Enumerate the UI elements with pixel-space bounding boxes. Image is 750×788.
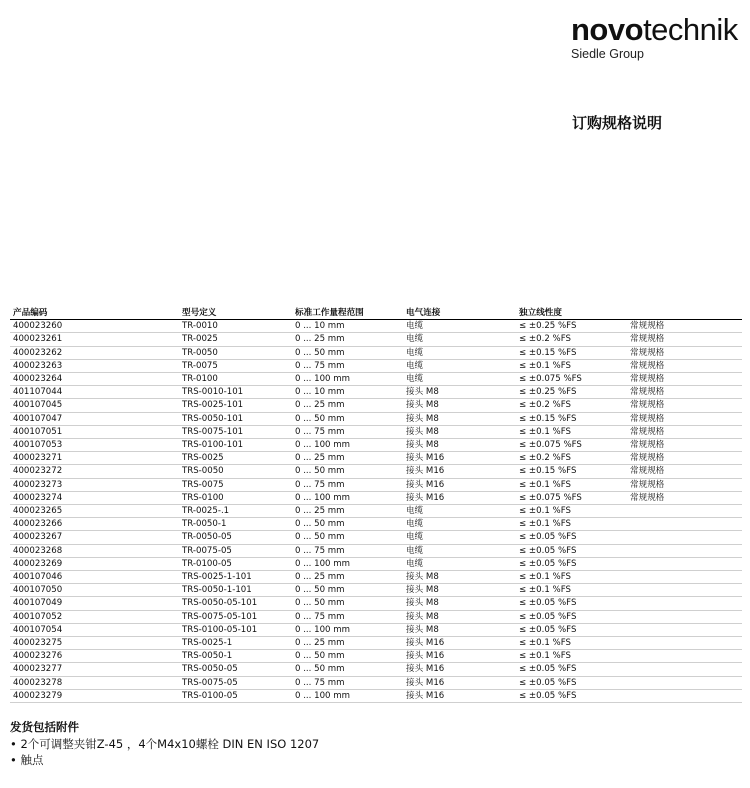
table-cell: TR-0050-05 — [179, 531, 292, 544]
table-cell: 0 ... 100 mm — [292, 491, 403, 504]
table-cell: 接头 M16 — [403, 663, 516, 676]
table-cell: 接头 M16 — [403, 637, 516, 650]
table-cell: TRS-0100-05-101 — [179, 623, 292, 636]
table-cell: 0 ... 25 mm — [292, 637, 403, 650]
table-cell: ≤ ±0.1 %FS — [516, 650, 627, 663]
table-row — [10, 571, 742, 584]
table-cell: ≤ ±0.075 %FS — [516, 373, 627, 386]
table-cell: 0 ... 75 mm — [292, 359, 403, 372]
table-cell: 常规规格 — [627, 359, 742, 372]
table-row — [10, 610, 742, 623]
table-cell: 400107052 — [10, 610, 179, 623]
table-row — [10, 320, 742, 333]
table-cell: 0 ... 75 mm — [292, 676, 403, 689]
table-cell: 电缆 — [403, 333, 516, 346]
table-cell: 常规规格 — [627, 412, 742, 425]
table-cell: 接头 M16 — [403, 650, 516, 663]
table-row — [10, 333, 742, 346]
table-cell: 电缆 — [403, 505, 516, 518]
table-cell: TRS-0075-05 — [179, 676, 292, 689]
table-row — [10, 465, 742, 478]
table-cell: 400023261 — [10, 333, 179, 346]
table-cell: 接头 M16 — [403, 676, 516, 689]
table-cell: TRS-0050-05 — [179, 663, 292, 676]
table-cell: 400107053 — [10, 439, 179, 452]
table-cell: ≤ ±0.1 %FS — [516, 571, 627, 584]
table-cell: TRS-0050-1 — [179, 650, 292, 663]
table-cell: TR-0100-05 — [179, 557, 292, 570]
table-cell: 0 ... 50 mm — [292, 663, 403, 676]
table-cell: 0 ... 10 mm — [292, 320, 403, 333]
table-cell: 400023262 — [10, 346, 179, 359]
table-cell: 400023272 — [10, 465, 179, 478]
table-cell — [627, 544, 742, 557]
table-cell — [627, 689, 742, 702]
table-cell: 0 ... 75 mm — [292, 425, 403, 438]
table-cell: 400023269 — [10, 557, 179, 570]
table-cell: 0 ... 50 mm — [292, 518, 403, 531]
table-cell: 400023266 — [10, 518, 179, 531]
table-row — [10, 676, 742, 689]
table-cell: 0 ... 25 mm — [292, 505, 403, 518]
table-cell: 接头 M16 — [403, 689, 516, 702]
table-cell: ≤ ±0.15 %FS — [516, 465, 627, 478]
table-row — [10, 689, 742, 702]
table-cell: 接头 M16 — [403, 491, 516, 504]
table-cell: 0 ... 50 mm — [292, 597, 403, 610]
table-cell: TR-0025-.1 — [179, 505, 292, 518]
table-cell: 400023260 — [10, 320, 179, 333]
table-row — [10, 359, 742, 372]
table-cell: ≤ ±0.2 %FS — [516, 333, 627, 346]
table-cell: 400107046 — [10, 571, 179, 584]
table-cell: TRS-0050 — [179, 465, 292, 478]
table-cell: ≤ ±0.05 %FS — [516, 689, 627, 702]
table-cell: 接头 M8 — [403, 386, 516, 399]
table-cell: 接头 M8 — [403, 412, 516, 425]
table-cell: 400023267 — [10, 531, 179, 544]
table-cell: ≤ ±0.1 %FS — [516, 425, 627, 438]
table-cell: ≤ ±0.1 %FS — [516, 637, 627, 650]
table-cell: 接头 M16 — [403, 478, 516, 491]
table-cell: 接头 M16 — [403, 452, 516, 465]
accessories-section — [10, 719, 319, 768]
table-cell — [627, 610, 742, 623]
table-cell: ≤ ±0.2 %FS — [516, 452, 627, 465]
table-cell: ≤ ±0.05 %FS — [516, 663, 627, 676]
table-cell — [627, 623, 742, 636]
table-cell: 0 ... 100 mm — [292, 623, 403, 636]
table-cell: TRS-0025-101 — [179, 399, 292, 412]
table-cell: 0 ... 100 mm — [292, 557, 403, 570]
table-cell — [627, 597, 742, 610]
table-cell: ≤ ±0.05 %FS — [516, 623, 627, 636]
table-cell: TRS-0075-05-101 — [179, 610, 292, 623]
table-cell: 0 ... 25 mm — [292, 333, 403, 346]
table-cell: 400023264 — [10, 373, 179, 386]
table-cell — [627, 663, 742, 676]
table-cell: 电缆 — [403, 346, 516, 359]
table-cell: 401107044 — [10, 386, 179, 399]
table-cell: 400107049 — [10, 597, 179, 610]
table-row — [10, 544, 742, 557]
table-cell: 常规规格 — [627, 346, 742, 359]
table-cell: 400023279 — [10, 689, 179, 702]
logo-wordmark — [571, 14, 741, 45]
table-cell: 0 ... 50 mm — [292, 584, 403, 597]
table-cell: TR-0025 — [179, 333, 292, 346]
table-cell: 接头 M8 — [403, 623, 516, 636]
table-cell — [627, 571, 742, 584]
table-cell: 接头 M8 — [403, 597, 516, 610]
table-cell: ≤ ±0.05 %FS — [516, 544, 627, 557]
table-cell: 常规规格 — [627, 439, 742, 452]
table-row — [10, 597, 742, 610]
table-cell: ≤ ±0.05 %FS — [516, 676, 627, 689]
table-cell: TRS-0100 — [179, 491, 292, 504]
table-cell: ≤ ±0.1 %FS — [516, 518, 627, 531]
accessory-item: • 触点 — [10, 752, 44, 767]
table-cell: TRS-0100-05 — [179, 689, 292, 702]
table-cell: 0 ... 100 mm — [292, 439, 403, 452]
table-row — [10, 425, 742, 438]
table-cell: 常规规格 — [627, 478, 742, 491]
table-cell — [627, 531, 742, 544]
table-cell: 0 ... 75 mm — [292, 610, 403, 623]
table-cell: 常规规格 — [627, 465, 742, 478]
logo-brand-bold: novo — [571, 12, 644, 47]
table-cell: TRS-0025 — [179, 452, 292, 465]
table-row — [10, 650, 742, 663]
table-cell: 0 ... 50 mm — [292, 531, 403, 544]
table-row — [10, 531, 742, 544]
table-cell: 400023271 — [10, 452, 179, 465]
table-cell: 常规规格 — [627, 399, 742, 412]
table-cell: 接头 M8 — [403, 571, 516, 584]
table-row — [10, 478, 742, 491]
table-cell: ≤ ±0.1 %FS — [516, 584, 627, 597]
table-cell: 400107047 — [10, 412, 179, 425]
table-cell: 电缆 — [403, 373, 516, 386]
table-cell: 0 ... 10 mm — [292, 386, 403, 399]
table-cell: 0 ... 25 mm — [292, 399, 403, 412]
table-cell: TRS-0050-05-101 — [179, 597, 292, 610]
table-cell: 常规规格 — [627, 333, 742, 346]
table-cell: 常规规格 — [627, 452, 742, 465]
table-cell: ≤ ±0.1 %FS — [516, 359, 627, 372]
table-cell: TRS-0050-101 — [179, 412, 292, 425]
table-cell: 0 ... 50 mm — [292, 412, 403, 425]
table-cell: 接头 M8 — [403, 584, 516, 597]
table-cell: 常规规格 — [627, 320, 742, 333]
table-cell: 400023273 — [10, 478, 179, 491]
table-cell: 400107054 — [10, 623, 179, 636]
table-cell: 常规规格 — [627, 373, 742, 386]
table-row — [10, 373, 742, 386]
table-cell — [627, 557, 742, 570]
table-cell: 400023268 — [10, 544, 179, 557]
column-header: 电气连接 — [403, 307, 516, 320]
table-cell: TRS-0025-1 — [179, 637, 292, 650]
table-cell: ≤ ±0.15 %FS — [516, 346, 627, 359]
table-cell: TRS-0010-101 — [179, 386, 292, 399]
table-cell: ≤ ±0.1 %FS — [516, 478, 627, 491]
table-cell: 0 ... 100 mm — [292, 373, 403, 386]
table-cell: 0 ... 75 mm — [292, 544, 403, 557]
table-cell: TR-0075 — [179, 359, 292, 372]
table-cell: TR-0050 — [179, 346, 292, 359]
table-cell — [627, 584, 742, 597]
table-body — [10, 320, 742, 703]
table-row — [10, 505, 742, 518]
logo-subtitle: Siedle Group — [571, 47, 644, 61]
table-row — [10, 386, 742, 399]
table-cell: 0 ... 25 mm — [292, 452, 403, 465]
table-cell: 电缆 — [403, 557, 516, 570]
order-spec-table — [10, 307, 742, 703]
table-cell: 400107050 — [10, 584, 179, 597]
table-cell: TRS-0050-1-101 — [179, 584, 292, 597]
table-cell: ≤ ±0.05 %FS — [516, 610, 627, 623]
table-cell: TR-0100 — [179, 373, 292, 386]
table-cell — [627, 650, 742, 663]
table-row — [10, 399, 742, 412]
table-cell: ≤ ±0.05 %FS — [516, 557, 627, 570]
table-row — [10, 663, 742, 676]
table-header-row — [10, 307, 742, 320]
table-cell: ≤ ±0.25 %FS — [516, 320, 627, 333]
column-header: 型号定义 — [179, 307, 292, 320]
table-cell: ≤ ±0.15 %FS — [516, 412, 627, 425]
table-cell: ≤ ±0.1 %FS — [516, 505, 627, 518]
table-cell: 400023274 — [10, 491, 179, 504]
table-cell: 电缆 — [403, 531, 516, 544]
accessory-item: • 2个可调整夹钳Z-45 ，4个M4x10螺栓 DIN EN ISO 1207 — [10, 737, 320, 751]
table-cell: 接头 M16 — [403, 465, 516, 478]
table-row — [10, 491, 742, 504]
table-cell: TR-0010 — [179, 320, 292, 333]
table-cell: 电缆 — [403, 359, 516, 372]
table-row — [10, 623, 742, 636]
column-header: 独立线性度 — [516, 307, 627, 320]
table-cell: 400023277 — [10, 663, 179, 676]
table-cell: 0 ... 25 mm — [292, 571, 403, 584]
table-cell: 接头 M8 — [403, 439, 516, 452]
table-cell: TR-0050-1 — [179, 518, 292, 531]
table-cell: 0 ... 50 mm — [292, 465, 403, 478]
table-row — [10, 584, 742, 597]
table-cell: 电缆 — [403, 518, 516, 531]
table-cell: TRS-0075 — [179, 478, 292, 491]
table-cell: ≤ ±0.05 %FS — [516, 597, 627, 610]
page-title: 订购规格说明 — [572, 114, 663, 132]
table-cell: 400023278 — [10, 676, 179, 689]
table-cell — [627, 518, 742, 531]
table-cell: 0 ... 50 mm — [292, 346, 403, 359]
table-cell: 0 ... 50 mm — [292, 650, 403, 663]
column-header: 标准工作量程范围 — [292, 307, 403, 320]
table-cell: 400023263 — [10, 359, 179, 372]
table-cell: 常规规格 — [627, 386, 742, 399]
table-cell: 接头 M8 — [403, 610, 516, 623]
table-cell: 400023265 — [10, 505, 179, 518]
table-row — [10, 452, 742, 465]
table-cell: TR-0075-05 — [179, 544, 292, 557]
table-cell: TRS-0100-101 — [179, 439, 292, 452]
table-cell: 0 ... 100 mm — [292, 689, 403, 702]
table-cell — [627, 637, 742, 650]
table-cell: 电缆 — [403, 544, 516, 557]
table-cell: 0 ... 75 mm — [292, 478, 403, 491]
table-cell: TRS-0025-1-101 — [179, 571, 292, 584]
logo-brand-light: technik — [643, 12, 738, 47]
table-cell: 常规规格 — [627, 491, 742, 504]
accessories-title: 发货包括附件 — [10, 720, 79, 734]
novotechnik-logo — [571, 14, 741, 61]
table-cell: 常规规格 — [627, 425, 742, 438]
table-cell: TRS-0075-101 — [179, 425, 292, 438]
table-cell: 400107045 — [10, 399, 179, 412]
table-cell — [627, 505, 742, 518]
table-cell: ≤ ±0.075 %FS — [516, 491, 627, 504]
table-row — [10, 412, 742, 425]
table-row — [10, 557, 742, 570]
table-cell: 电缆 — [403, 320, 516, 333]
table-cell: ≤ ±0.2 %FS — [516, 399, 627, 412]
table-cell: 400107051 — [10, 425, 179, 438]
table-row — [10, 637, 742, 650]
table-cell: ≤ ±0.25 %FS — [516, 386, 627, 399]
table-row — [10, 346, 742, 359]
table-cell: 接头 M8 — [403, 425, 516, 438]
table-cell — [627, 676, 742, 689]
table-cell: ≤ ±0.05 %FS — [516, 531, 627, 544]
column-header — [627, 307, 742, 320]
table-cell: ≤ ±0.075 %FS — [516, 439, 627, 452]
table-cell: 接头 M8 — [403, 399, 516, 412]
table-cell: 400023276 — [10, 650, 179, 663]
table-row — [10, 518, 742, 531]
table-cell: 400023275 — [10, 637, 179, 650]
column-header: 产品编码 — [10, 307, 179, 320]
table-row — [10, 439, 742, 452]
